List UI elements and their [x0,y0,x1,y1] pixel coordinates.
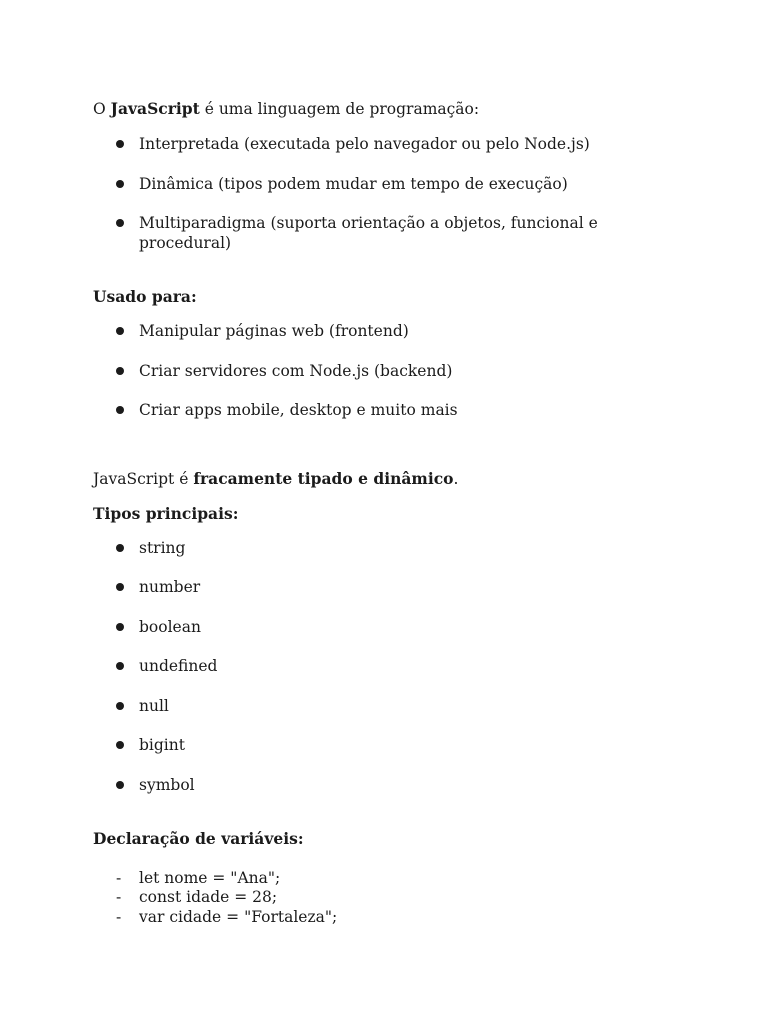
types-heading: Tipos principais: [93,504,239,523]
feature-item-multiparadigma: Multiparadigma (suporta orientação a objetos, funcional e [139,214,598,232]
bullet-icon [116,180,124,188]
bullet-icon [116,741,124,749]
feature-item-interpretada: Interpretada (executada pelo navegador ou pelo Node.js) [139,135,590,153]
intro-paragraph [93,99,479,119]
type-item-null: null [139,697,169,715]
type-item-string: string [139,539,186,557]
bullet-icon [116,219,124,227]
intro-bold-javascript: JavaScript [110,99,200,118]
bullet-icon [116,623,124,631]
type-item-boolean: boolean [139,618,201,636]
typing-suffix: . [453,470,459,488]
bullet-icon [116,367,124,375]
use-item-mobile-desktop: Criar apps mobile, desktop e muito mais [139,401,458,419]
declaration-const: const idade = 28; [139,888,278,906]
bullet-icon [116,702,124,710]
declaration-let: let nome = "Ana"; [139,869,281,887]
feature-item-multiparadigma-cont: procedural) [139,234,232,252]
typing-bold: fracamente tipado e dinâmico [193,469,454,488]
bullet-icon [116,406,124,414]
type-item-undefined: undefined [139,657,218,675]
feature-item-dinamica: Dinâmica (tipos podem mudar em tempo de execução) [139,175,568,193]
bullet-icon [116,544,124,552]
bullet-icon [116,140,124,148]
typing-prefix: JavaScript é [93,470,189,488]
type-item-bigint: bigint [139,736,185,754]
use-item-backend: Criar servidores com Node.js (backend) [139,362,453,380]
type-item-number: number [139,578,201,596]
bullet-icon [116,781,124,789]
dash-marker: - [116,888,122,906]
bullet-icon [116,327,124,335]
declarations-heading: Declaração de variáveis: [93,829,304,848]
dash-marker: - [116,908,122,926]
dash-marker: - [116,869,122,887]
bullet-icon [116,662,124,670]
uses-heading: Usado para: [93,287,197,306]
type-item-symbol: symbol [139,776,195,794]
declaration-var: var cidade = "Fortaleza"; [139,908,338,926]
typing-paragraph [93,469,458,489]
intro-suffix: é uma linguagem de programação: [204,100,480,118]
use-item-frontend: Manipular páginas web (frontend) [139,322,409,340]
bullet-icon [116,583,124,591]
intro-prefix: O [93,100,106,118]
